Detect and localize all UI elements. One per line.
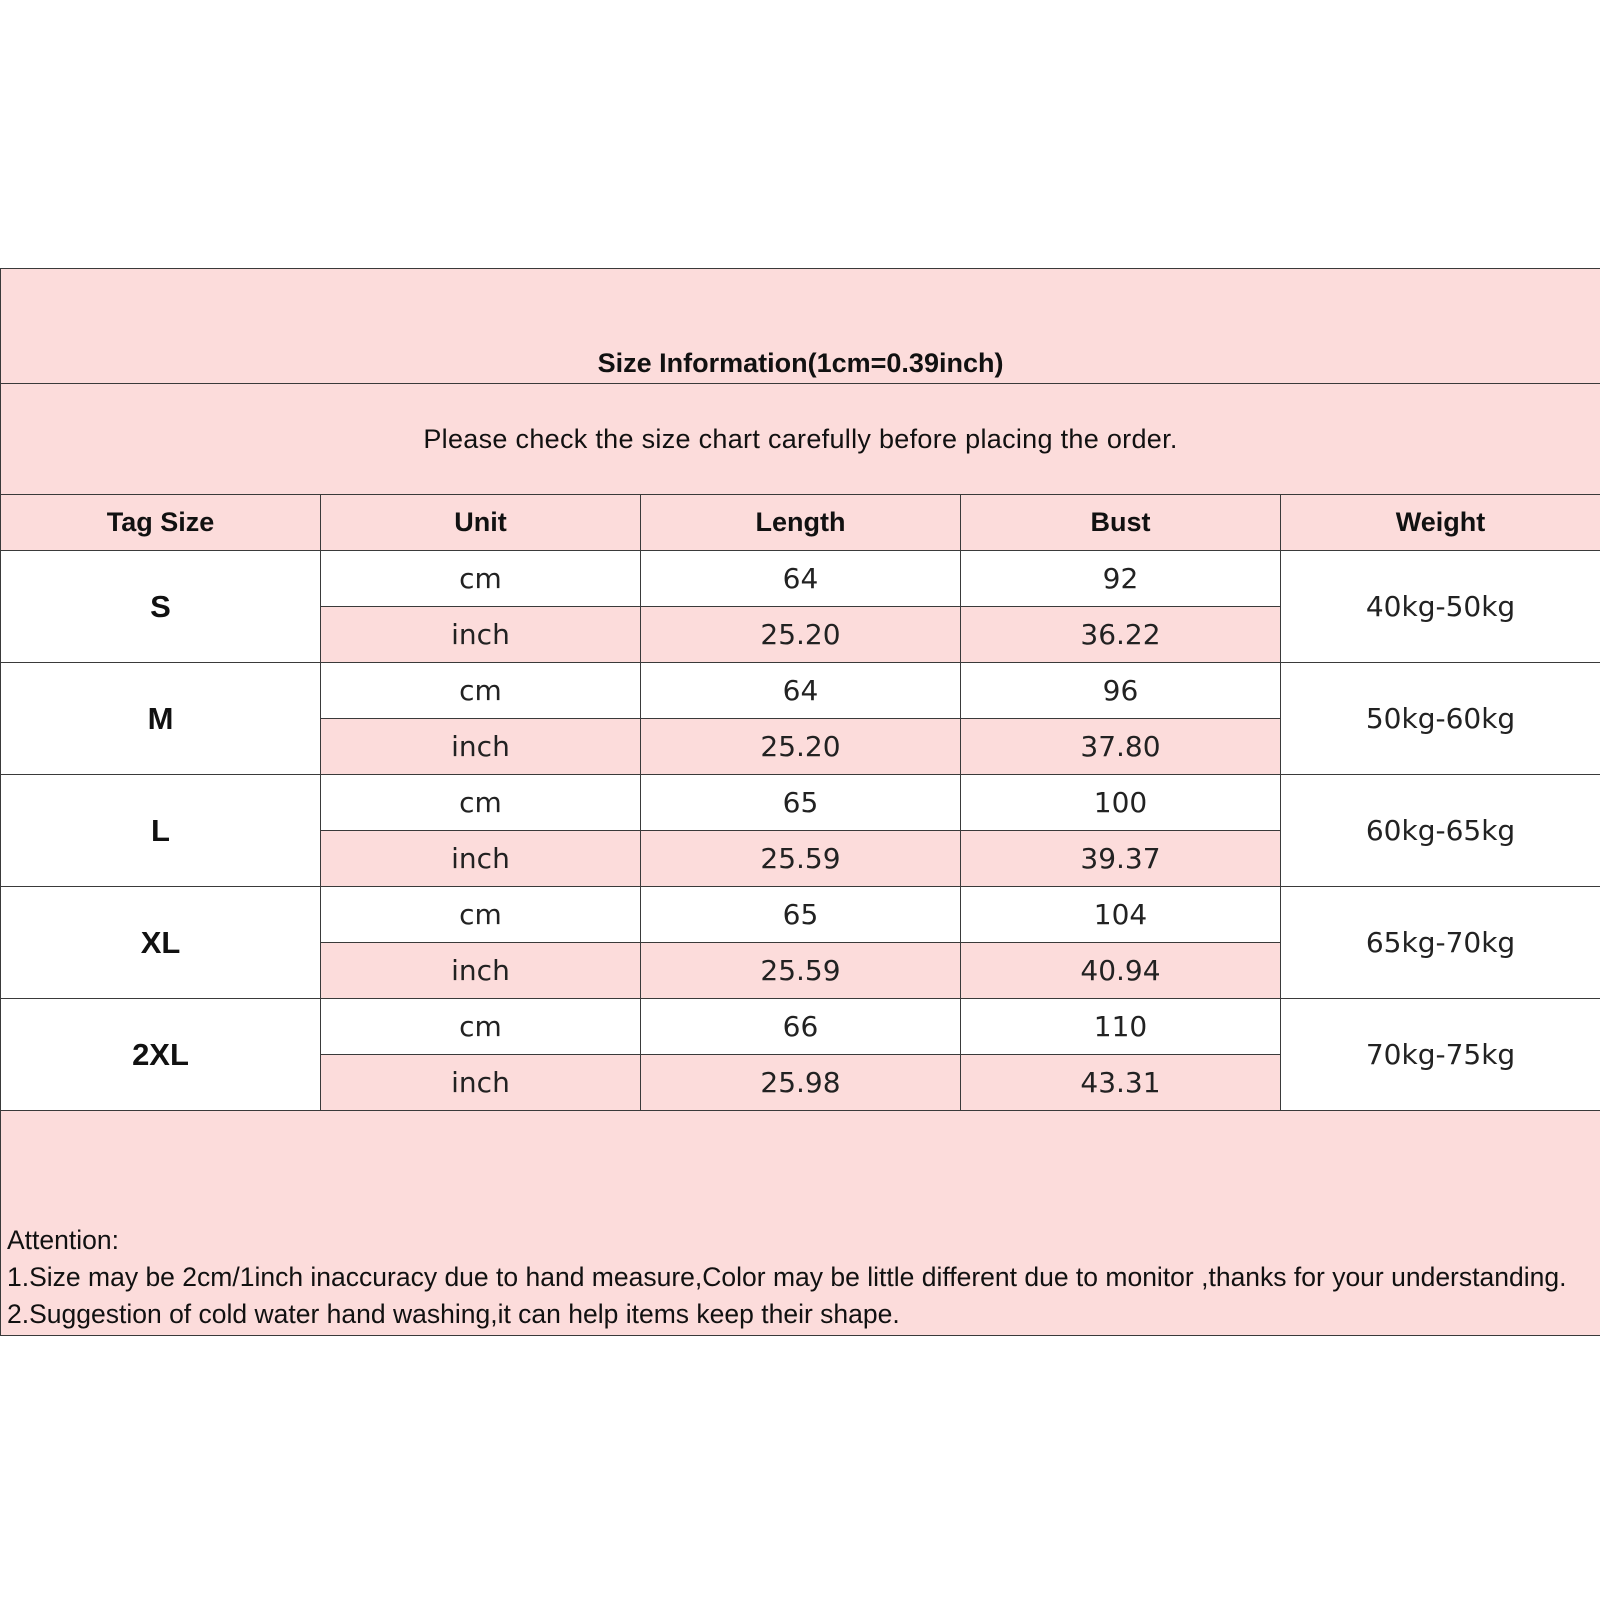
bust-cell: 100 — [961, 775, 1281, 831]
title-row — [1, 269, 1600, 384]
tag-size-cell: M — [1, 663, 321, 775]
length-cell: 64 — [641, 551, 961, 607]
weight-cell: 65kg-70kg — [1281, 887, 1600, 999]
table-row-cm — [1, 775, 1600, 831]
bust-cell: 37.80 — [961, 719, 1281, 775]
header-weight: Weight — [1281, 495, 1600, 551]
unit-cell: inch — [321, 719, 641, 775]
tag-size-cell: L — [1, 775, 321, 887]
length-cell: 64 — [641, 663, 961, 719]
weight-cell: 60kg-65kg — [1281, 775, 1600, 887]
length-cell: 65 — [641, 887, 961, 943]
unit-cell: cm — [321, 999, 641, 1055]
unit-cell: inch — [321, 831, 641, 887]
length-cell: 25.59 — [641, 943, 961, 999]
bust-cell: 36.22 — [961, 607, 1281, 663]
length-cell: 25.20 — [641, 719, 961, 775]
size-chart-title: Size Information(1cm=0.39inch) — [1, 269, 1600, 384]
notes-line-2: 2.Suggestion of cold water hand washing,it can help items keep their shape. — [7, 1299, 900, 1329]
bust-cell: 96 — [961, 663, 1281, 719]
tag-size-cell: 2XL — [1, 999, 321, 1111]
header-row — [1, 495, 1600, 551]
table-row-cm — [1, 887, 1600, 943]
unit-cell: inch — [321, 943, 641, 999]
notes-row — [1, 1111, 1600, 1336]
unit-cell: inch — [321, 607, 641, 663]
bust-cell: 110 — [961, 999, 1281, 1055]
weight-cell: 40kg-50kg — [1281, 551, 1600, 663]
tag-size-cell: XL — [1, 887, 321, 999]
header-unit: Unit — [321, 495, 641, 551]
length-cell: 25.59 — [641, 831, 961, 887]
bust-cell: 43.31 — [961, 1055, 1281, 1111]
unit-cell: cm — [321, 887, 641, 943]
bust-cell: 39.37 — [961, 831, 1281, 887]
header-length: Length — [641, 495, 961, 551]
weight-cell: 50kg-60kg — [1281, 663, 1600, 775]
table-row-cm — [1, 999, 1600, 1055]
weight-cell: 70kg-75kg — [1281, 999, 1600, 1111]
notes-line-1: 1.Size may be 2cm/1inch inaccuracy due to hand measure,Color may be little different due to monitor ,thanks for your understanding. — [7, 1262, 1567, 1292]
header-tag-size: Tag Size — [1, 495, 321, 551]
unit-cell: inch — [321, 1055, 641, 1111]
size-chart-subtitle: Please check the size chart carefully before placing the order. — [1, 384, 1600, 495]
header-bust: Bust — [961, 495, 1281, 551]
unit-cell: cm — [321, 663, 641, 719]
unit-cell: cm — [321, 551, 641, 607]
length-cell: 25.20 — [641, 607, 961, 663]
bust-cell: 104 — [961, 887, 1281, 943]
length-cell: 65 — [641, 775, 961, 831]
notes-heading: Attention: — [7, 1225, 119, 1255]
length-cell: 25.98 — [641, 1055, 961, 1111]
table-row-cm — [1, 663, 1600, 719]
attention-notes — [1, 1111, 1600, 1336]
unit-cell: cm — [321, 775, 641, 831]
tag-size-cell: S — [1, 551, 321, 663]
length-cell: 66 — [641, 999, 961, 1055]
table-row-cm — [1, 551, 1600, 607]
size-chart-table — [0, 268, 1600, 1336]
bust-cell: 92 — [961, 551, 1281, 607]
subtitle-row — [1, 384, 1600, 495]
bust-cell: 40.94 — [961, 943, 1281, 999]
